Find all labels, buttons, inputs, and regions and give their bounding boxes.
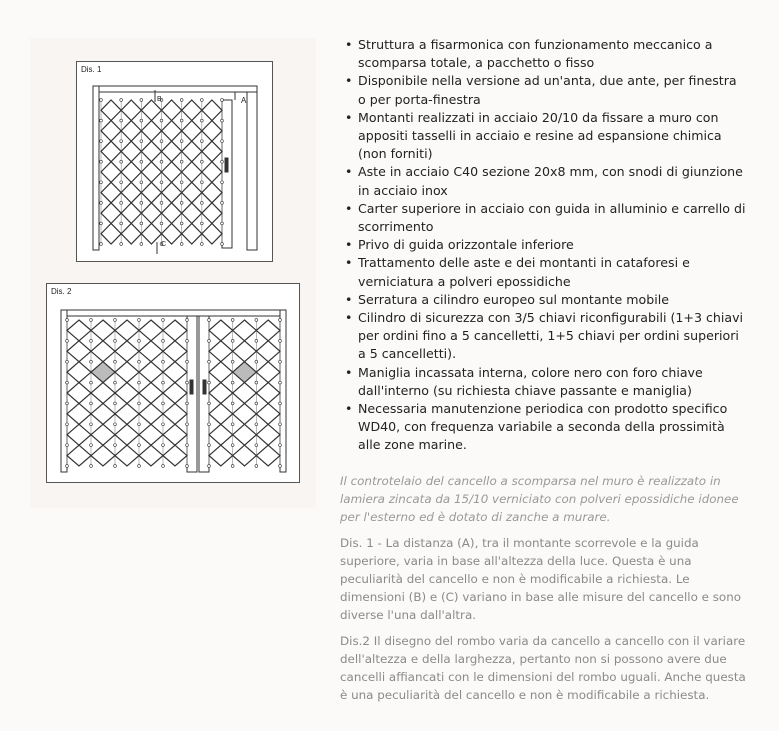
dim-b-label: B [157, 96, 162, 103]
lattice-joint [138, 444, 141, 447]
lattice-rhombus [202, 203, 222, 224]
feature-item: • Cilindro di sicurezza con 3/5 chiavi riconfigurabili (1+3 chiavi per ordini fino a 5 cancelletti, 1+5 chiavi per ordini superiori a 5 cancelletti). [340, 309, 748, 364]
lattice-joint [90, 339, 93, 342]
lattice-joint [114, 444, 117, 447]
lattice-joint [114, 465, 117, 468]
lattice-rhombus [162, 162, 182, 183]
lattice-joint [100, 140, 103, 143]
lattice-joint [200, 99, 203, 102]
top-carter [61, 310, 286, 316]
lattice-rhombus [141, 141, 161, 162]
lattice-rhombus [233, 341, 257, 362]
lattice-joint [200, 140, 203, 143]
lattice-joint [140, 160, 143, 163]
lattice-rhombus [91, 403, 115, 424]
lattice-joint [255, 339, 258, 342]
top-carter [93, 86, 257, 92]
lattice-joint [186, 360, 189, 363]
lattice-joint [120, 222, 123, 225]
lattice-joint [231, 339, 234, 342]
lattice-joint [120, 243, 123, 246]
lattice-rhombus [139, 403, 163, 424]
lattice-rhombus [91, 424, 115, 445]
lattice-joint [160, 140, 163, 143]
lattice-rhombus [163, 445, 187, 466]
lattice-joint [162, 381, 165, 384]
left-post [61, 310, 67, 472]
lattice-joint [100, 222, 103, 225]
lattice-joint [140, 99, 143, 102]
lattice-joint [66, 402, 69, 405]
lattice-rhombus [163, 341, 187, 362]
lattice-joint [162, 360, 165, 363]
dis-1-label: Dis. 1 [81, 65, 102, 74]
lattice-rhombus [101, 182, 121, 203]
lattice-rhombus [256, 445, 280, 466]
feature-item: • Struttura a fisarmonica con funzionamento meccanico a scomparsa totale, a pacchetto o fisso [340, 36, 748, 72]
lattice-rhombus [209, 320, 233, 341]
lattice-rhombus [121, 121, 141, 142]
lattice-joint [180, 243, 183, 246]
lattice-rhombus [115, 341, 139, 362]
lattice-joint [140, 201, 143, 204]
dis-2-note: Dis.2 Il disegno del rombo varia da cancello a cancello con il variare dell'altezza e della larghezza, pertanto non si possono avere due cancelli affiancati con le dimensioni del rombo uguali. Anche questa è una peculiarità del cancello e non è modificabile a richiesta. [340, 634, 746, 702]
lattice-rhombus [121, 223, 141, 244]
lattice-joint [208, 423, 211, 426]
lattice-joint [255, 444, 258, 447]
lattice-joint [221, 243, 224, 246]
lattice-rhombus [141, 121, 161, 142]
lattice-joint [114, 339, 117, 342]
lattice-joint [231, 360, 234, 363]
lattice-joint [255, 319, 258, 322]
lattice-joint [90, 423, 93, 426]
lattice-rhombus [115, 424, 139, 445]
lattice-rhombus [256, 383, 280, 404]
feature-item: • Aste in acciaio C40 sezione 20x8 mm, con snodi di giunzione in acciaio inox [340, 163, 748, 199]
lattice-joint [66, 360, 69, 363]
lattice-joint [186, 402, 189, 405]
feature-item: • Maniglia incassata interna, colore nero con foro chiave dall'interno (su richiesta chiave passante e maniglia) [340, 364, 748, 400]
dis-1-note: Dis. 1 - La distanza (A), tra il montante scorrevole e la guida superiore, varia in base all'altezza della luce. Questa è una peculiarità del cancello e non è modificabile a richiesta. Le dimensioni (B) e (C) variano in base alle misure del cancello e sono diverse l'una dall'altra. [340, 536, 742, 622]
lattice-joint [180, 201, 183, 204]
lattice-joint [231, 444, 234, 447]
lattice-rhombus [91, 341, 115, 362]
lattice-rhombus [162, 100, 182, 121]
lattice-rhombus [202, 182, 222, 203]
lattice-rhombus [115, 320, 139, 341]
lattice-rhombus [101, 223, 121, 244]
lattice-rhombus [67, 424, 91, 445]
lattice-rhombus [91, 383, 115, 404]
lattice-rhombus [182, 162, 202, 183]
lattice-rhombus [141, 100, 161, 121]
lattice-rhombus [182, 182, 202, 203]
lattice-joint [100, 119, 103, 122]
lattice-joint [221, 99, 224, 102]
lattice-joint [208, 465, 211, 468]
lattice-rhombus [256, 320, 280, 341]
lattice-rhombus [67, 445, 91, 466]
lattice-rhombus [202, 121, 222, 142]
lattice-rhombus [141, 223, 161, 244]
lattice-joint [90, 319, 93, 322]
lock-handle [225, 158, 228, 172]
lattice-joint [120, 160, 123, 163]
lattice-joint [160, 222, 163, 225]
lattice-rhombus [91, 362, 115, 383]
lattice-joint [180, 222, 183, 225]
lattice-rhombus [67, 362, 91, 383]
lattice-joint [279, 444, 282, 447]
lattice-joint [120, 140, 123, 143]
lattice-joint [200, 243, 203, 246]
lattice-joint [279, 402, 282, 405]
lattice-rhombus [162, 121, 182, 142]
lattice-rhombus [67, 383, 91, 404]
wall-frame [247, 92, 257, 250]
lattice-joint [66, 381, 69, 384]
lattice-rhombus [209, 362, 233, 383]
lattice-joint [231, 465, 234, 468]
lattice-rhombus [233, 320, 257, 341]
lattice-rhombus [115, 445, 139, 466]
lattice-joint [231, 319, 234, 322]
lattice-rhombus [209, 424, 233, 445]
lattice-rhombus [209, 383, 233, 404]
lattice-joint [180, 119, 183, 122]
moving-post [222, 100, 232, 248]
lattice-joint [140, 243, 143, 246]
lattice-rhombus [139, 424, 163, 445]
lattice-joint [186, 339, 189, 342]
lattice-joint [114, 402, 117, 405]
lattice-rhombus [139, 362, 163, 383]
lattice-rhombus [67, 341, 91, 362]
lattice-rhombus [256, 362, 280, 383]
lattice-rhombus [121, 141, 141, 162]
lattice-joint [120, 201, 123, 204]
lattice-joint [186, 423, 189, 426]
lattice-joint [162, 319, 165, 322]
lattice-rhombus [115, 362, 139, 383]
lattice-joint [138, 381, 141, 384]
lattice-rhombus [209, 445, 233, 466]
lattice-joint [138, 465, 141, 468]
lattice-joint [140, 181, 143, 184]
lattice-joint [160, 181, 163, 184]
lattice-joint [90, 444, 93, 447]
lattice-joint [221, 119, 224, 122]
lattice-rhombus [163, 320, 187, 341]
lock-handle-right [203, 380, 206, 394]
lattice-rhombus [121, 182, 141, 203]
lattice-rhombus [233, 383, 257, 404]
lattice-joint [162, 465, 165, 468]
feature-item: • Carter superiore in acciaio con guida in alluminio e carrello di scorrimento [340, 200, 748, 236]
feature-item: • Montanti realizzati in acciaio 20/10 da fissare a muro con appositi tasselli in acciaio e resine ad espansione chimica (non forniti) [340, 109, 748, 164]
lattice-joint [186, 319, 189, 322]
lock-handle-left [190, 380, 193, 394]
lattice-joint [221, 160, 224, 163]
lattice-rhombus [141, 203, 161, 224]
lattice-rhombus [202, 100, 222, 121]
lattice-rhombus [163, 424, 187, 445]
lattice-joint [140, 222, 143, 225]
right-post [280, 310, 286, 472]
lattice-rhombus [182, 121, 202, 142]
dis-2-label: Dis. 2 [51, 287, 72, 296]
lattice-joint [160, 160, 163, 163]
lattice-joint [180, 181, 183, 184]
notes-section [340, 472, 748, 712]
lattice-rhombus [139, 320, 163, 341]
lattice-joint [231, 423, 234, 426]
frame-note: Il controtelaio del cancello a scomparsa nel muro è realizzato in lamiera zincata da 15/10 verniciato con polveri epossidiche idonee per l'esterno ed è dotato di zanche a murare. [340, 474, 739, 524]
lattice-rhombus [67, 403, 91, 424]
lattice-joint [100, 181, 103, 184]
lattice-joint [162, 423, 165, 426]
lattice-joint [162, 444, 165, 447]
lattice-rhombus [121, 100, 141, 121]
lattice-joint [255, 402, 258, 405]
lattice-rhombus [115, 403, 139, 424]
lattice-rhombus [121, 203, 141, 224]
lattice-joint [160, 119, 163, 122]
lattice-joint [208, 381, 211, 384]
lattice-joint [200, 222, 203, 225]
lattice-joint [279, 465, 282, 468]
lattice-joint [208, 339, 211, 342]
lattice-joint [208, 360, 211, 363]
lattice-rhombus [163, 362, 187, 383]
dim-c-label: C [161, 241, 167, 248]
lattice-rhombus [162, 203, 182, 224]
lattice-joint [180, 99, 183, 102]
lattice-joint [200, 201, 203, 204]
lattice-rhombus [163, 383, 187, 404]
lattice-rhombus [141, 182, 161, 203]
lattice-joint [90, 381, 93, 384]
lattice-joint [114, 360, 117, 363]
lattice-rhombus [139, 383, 163, 404]
lattice-joint [66, 465, 69, 468]
lattice-joint [114, 381, 117, 384]
lattice-joint [100, 243, 103, 246]
lattice-joint [255, 465, 258, 468]
lattice-rhombus [233, 403, 257, 424]
lattice-joint [186, 381, 189, 384]
lattice-joint [66, 444, 69, 447]
lattice-joint [200, 119, 203, 122]
lattice-joint [221, 140, 224, 143]
lattice-joint [255, 381, 258, 384]
lattice-joint [140, 140, 143, 143]
feature-item: • Disponibile nella versione ad un'anta, due ante, per finestra o per porta-finestra [340, 72, 748, 108]
lattice-joint [114, 423, 117, 426]
lattice-joint [138, 360, 141, 363]
lattice-joint [221, 181, 224, 184]
lattice-rhombus [163, 403, 187, 424]
lattice-joint [162, 402, 165, 405]
feature-item: • Necessaria manutenzione periodica con prodotto specifico WD40, con frequenza variabile a seconda della prossimità alle zone marine. [340, 400, 748, 455]
lattice-joint [66, 339, 69, 342]
lattice-joint [221, 222, 224, 225]
lattice-joint [208, 402, 211, 405]
lattice-joint [138, 339, 141, 342]
lattice-rhombus [101, 162, 121, 183]
lattice-rhombus [101, 141, 121, 162]
lattice-joint [180, 140, 183, 143]
lattice-rhombus [162, 141, 182, 162]
lattice-joint [186, 444, 189, 447]
lattice-joint [231, 381, 234, 384]
lattice-joint [138, 319, 141, 322]
dim-a-label: A [241, 96, 247, 105]
drawing-dis-2 [46, 283, 300, 483]
lattice-rhombus [256, 424, 280, 445]
lattice-rhombus [139, 341, 163, 362]
lattice-rhombus [141, 162, 161, 183]
lattice-rhombus [101, 121, 121, 142]
feature-item: • Trattamento delle aste e dei montanti in cataforesi e verniciatura a polveri epossidiche [340, 254, 748, 290]
lattice-joint [180, 160, 183, 163]
lattice-rhombus [101, 100, 121, 121]
lattice-joint [279, 360, 282, 363]
lattice-rhombus [209, 403, 233, 424]
lattice-joint [120, 119, 123, 122]
lattice-rhombus [182, 203, 202, 224]
lattice-rhombus [139, 445, 163, 466]
fixed-post [93, 86, 99, 250]
lattice-rhombus [101, 203, 121, 224]
lattice-joint [100, 160, 103, 163]
lattice-joint [120, 181, 123, 184]
lattice-rhombus [91, 445, 115, 466]
lattice-rhombus [91, 320, 115, 341]
lattice-joint [279, 423, 282, 426]
lattice-joint [66, 319, 69, 322]
lattice-joint [90, 360, 93, 363]
lattice-joint [200, 160, 203, 163]
lattice-joint [114, 319, 117, 322]
feature-item: • Serratura a cilindro europeo sul montante mobile [340, 291, 748, 309]
lattice-rhombus [67, 320, 91, 341]
lattice-joint [255, 360, 258, 363]
lattice-joint [279, 319, 282, 322]
lattice-joint [160, 201, 163, 204]
lattice-joint [138, 402, 141, 405]
lattice-rhombus [202, 162, 222, 183]
lattice-rhombus [162, 182, 182, 203]
lattice-joint [138, 423, 141, 426]
lattice-rhombus [182, 100, 202, 121]
gate-dis-1-drawing [77, 62, 272, 261]
lattice-joint [120, 99, 123, 102]
lattice-joint [140, 119, 143, 122]
lattice-joint [208, 319, 211, 322]
lattice-rhombus [256, 341, 280, 362]
lattice-rhombus [233, 362, 257, 383]
features-list [340, 36, 748, 455]
feature-item: • Privo di guida orizzontale inferiore [340, 236, 748, 254]
lattice-rhombus [182, 223, 202, 244]
lattice-joint [208, 444, 211, 447]
lattice-rhombus [233, 424, 257, 445]
lattice-joint [255, 423, 258, 426]
lattice-joint [100, 99, 103, 102]
lattice-rhombus [115, 383, 139, 404]
lattice-joint [90, 402, 93, 405]
lattice-rhombus [182, 141, 202, 162]
drawing-dis-1 [76, 61, 273, 262]
lattice-joint [221, 201, 224, 204]
lattice-rhombus [209, 341, 233, 362]
lattice-joint [100, 201, 103, 204]
lattice-joint [162, 339, 165, 342]
lattice-rhombus [202, 141, 222, 162]
lattice-rhombus [233, 445, 257, 466]
lattice-rhombus [202, 223, 222, 244]
lattice-joint [200, 181, 203, 184]
lattice-joint [279, 381, 282, 384]
lattice-joint [279, 339, 282, 342]
lattice-joint [66, 423, 69, 426]
lattice-rhombus [121, 162, 141, 183]
lattice-rhombus [256, 403, 280, 424]
lattice-joint [90, 465, 93, 468]
lattice-joint [231, 402, 234, 405]
gate-dis-2-drawing [47, 284, 299, 482]
lattice-joint [186, 465, 189, 468]
